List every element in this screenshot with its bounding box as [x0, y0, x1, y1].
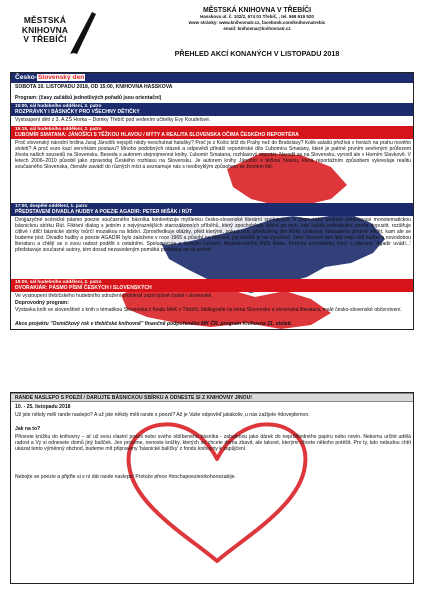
event-meta: 18:00, sál hudebního oddělení, 2. patro — [15, 279, 102, 284]
event-band-4 — [11, 279, 413, 292]
event-date: SOBOTA 10. LISTOPADU 2018, OD 15:00, KNIHOVNA HASSKOVA — [15, 84, 173, 90]
event-meta: 15:15, sál hudebního oddělení, 2. patro — [15, 126, 102, 131]
logo-text — [14, 16, 76, 45]
event-panel-czech-slovak-day — [10, 72, 414, 330]
org-address: Hasskova ul. č. 102/2, 674 01 Třebíč, , tel. 568 619 520 — [200, 14, 314, 19]
logo-line-2: KNIHOVNA — [21, 24, 69, 35]
event-intro: Už jste někdy měli rande naslepo? A už jste někdy měli rande s poezií? Až je Vaše odpověď jakákoliv, u nás zažijete #dovejdemon. — [15, 412, 310, 418]
event-band-3 — [11, 203, 413, 216]
event-body: Proč slovenský národní hrdina Juraj Jánošík nejspíš nikdy neochutnal halušky? Proč je z Košic blíž do Prahy než do Bratislavy? Kolik salašů přežívá v horách na prahu nového století? A proč euro kazí servírkám postavu? Mnoho podobných otázek a odpovědí přináší reportérské dílo Ľubomíra Smatany, které je patrně prvním sevřeným průřezem života našich sousedů na Slovensku. Beseda s autorem stejnojmenné knihy. Ľubomír Smatana, rozhlasový reportér. Narodil se na Slovensku, vyrostl ale v Horním Slavkově. V letech 2006–2010 působil jako zpravodaj Českého rozhlasu na Slovensku. Je autorem knihy Jánošíci s těžkou hlavou, která reportážním způsobem vykresluje realitu současného Slovenska, čtenáře zavádí do různých míst a seznamuje nás s neobvyklým způsobem se životem lidí. — [15, 140, 411, 171]
how-label: Jak na to? — [15, 426, 41, 432]
document-header — [10, 6, 414, 60]
heading-part-slovak: Slovenský den — [38, 74, 85, 81]
event-title: RANDE NASLEPO S POEZIÍ / DARUJTE BÁSNICKOU SBÍRKU A ODNESTE SI Z KNIHOVNY JINOU! — [15, 395, 252, 401]
event-title: DVORAKIÁR: PÁSMO PÍSNÍ ČESKÝCH I SLOVENSKÝCH — [15, 284, 152, 291]
accompanying-label: Doprovodný program: — [15, 300, 69, 306]
event-body: Vystoupení dětí z 3. A ZŠ Horka – Domky Třebíč pod vedením učitelky Evy Koudelové. — [15, 117, 211, 123]
library-logo — [10, 6, 98, 58]
program-line: Program: (časy začátků jednotlivých pořadů jsou orientační) — [15, 95, 162, 101]
org-info — [128, 7, 386, 33]
event-body: Ve vystoupení třebíčského hudebního sdružení tentokrát zazní písně české i slovenské. — [15, 293, 213, 299]
event-band-2 — [11, 126, 413, 139]
org-email: email: knihovna@knihovnatr.cz — [223, 26, 291, 32]
heading-part-czech: Česko- — [15, 74, 37, 81]
event-body: Dvojjazyčné scénické pásmo poezie současného básníka konkretizuje myšlenku česko-slovenské literární spolupráce. V dramaticky podobě představuje monotematickou básnickou sbírku Rút. Fiktivní dialog s jedním z nejvýraznějších starozákonních příběhů, který zpochybňuje lidství po nich, kde každá individuální mohla dopustit, rozšiřuje citlivé i dílčí básnické sbírky tvůrčí mozaikou na lidství. Zprostředkuje otázky, před kterými, pokud jsou předloženy, lze těžko uniknout. Nebudeme přesně vědět, kam ale se budeme píst. Divadlo hudby a poezie AGADIR bylo založeno v roce 1965 a působí na Moravě, její těžiště je na Vysočině. Jeho členové tam lidé mají rádi hudbu a novodobou literaturu a chtějí se o svou radost podělit s ostatními. Spolupracuje s českým centrem Mezinárodního PEN klubu. Formou scénického čtení s názvem 'Agadir uvádí...' představuje současné autory, tém dosud nezavedeným pomáhá prokládat se na scéně. — [15, 217, 411, 254]
logo-line-1: MĚSTSKÁ — [23, 15, 67, 25]
event-meta: 15:00, sál hudebního oddělení, 2. patro — [15, 103, 102, 108]
event-body: Přineste knížku do knihovny – ať už svou vlastní poezii nebo svého oblíbeného básníka - zabalenou jako dárek do neprůhledného papíru nebo novin. Nekomu určité udělá radost a Vy si odnesete domů jiný balíček. Jen prosíme, nenoste knížky, kterých se chcete doma zbavit, ale takové, kterými chcete někoho potěšit. Pro ty, kdo nebudou chtít ukázat tento výměnný obchod, budeme mít připraveny 'básnické balíčky' z fondu knihovny k zapůjčení. — [15, 434, 411, 453]
section-heading — [11, 73, 413, 83]
event-closing: Nebojte se poezie a přijďte si s ní dát rande naslepo! Protože přece #trochapoezienikohonezabije. — [15, 474, 236, 480]
org-name: MĚSTSKÁ KNIHOVNA V TŘEBÍČI — [202, 7, 312, 14]
event-title: ROZPRÁVKY I BÁSNIČKY PRO VŠECHNY DĚTIČKY — [15, 108, 140, 115]
funding-note: Akce projektu "Osmičkový rok v třebíčské knihovně" finančně podpořeného MK ČR, program Knihovna 21. století. — [15, 321, 293, 327]
event-title: ĽUBOMÍR SMATANA: JÁNOŠÍCI S TĚŽKOU HLAVOU / MÝTY A REALITA SLOVENSKA OČIMA ČESKÉHO REPORTÉRA — [15, 131, 299, 138]
event-panel-blind-date-poetry — [10, 392, 414, 584]
book-brush-logo-icon — [68, 8, 98, 56]
event-title-band — [11, 393, 413, 402]
org-web: www stránky: www.knihovnatr.cz, facebook.com/knihovnatrebic — [188, 20, 326, 26]
logo-line-3: V TŘEBÍČI — [23, 34, 67, 45]
event-title: PŘEDSTAVENÍ DIVADLA HUDBY A POEZIE AGADIR: PETER MIŠÁK / RÚT — [15, 208, 193, 215]
accompanying-body: Výstavka knih ve slovenštině s knih s tématikou Slovenska z fondu MěK v Třebíči, bibliografie na téma Slovensko a slovenská literatura, malé česko-slovenské občerstvení. — [15, 307, 402, 313]
event-meta: 17:00, dospělé oddělení, 1. patro — [15, 203, 88, 208]
event-band-1 — [11, 103, 413, 116]
page-title: PŘEHLED AKCÍ KONANÝCH V LISTOPADU 2018 — [174, 49, 340, 58]
event-dates: 10. - 25. listopadu 2018 — [15, 404, 71, 410]
